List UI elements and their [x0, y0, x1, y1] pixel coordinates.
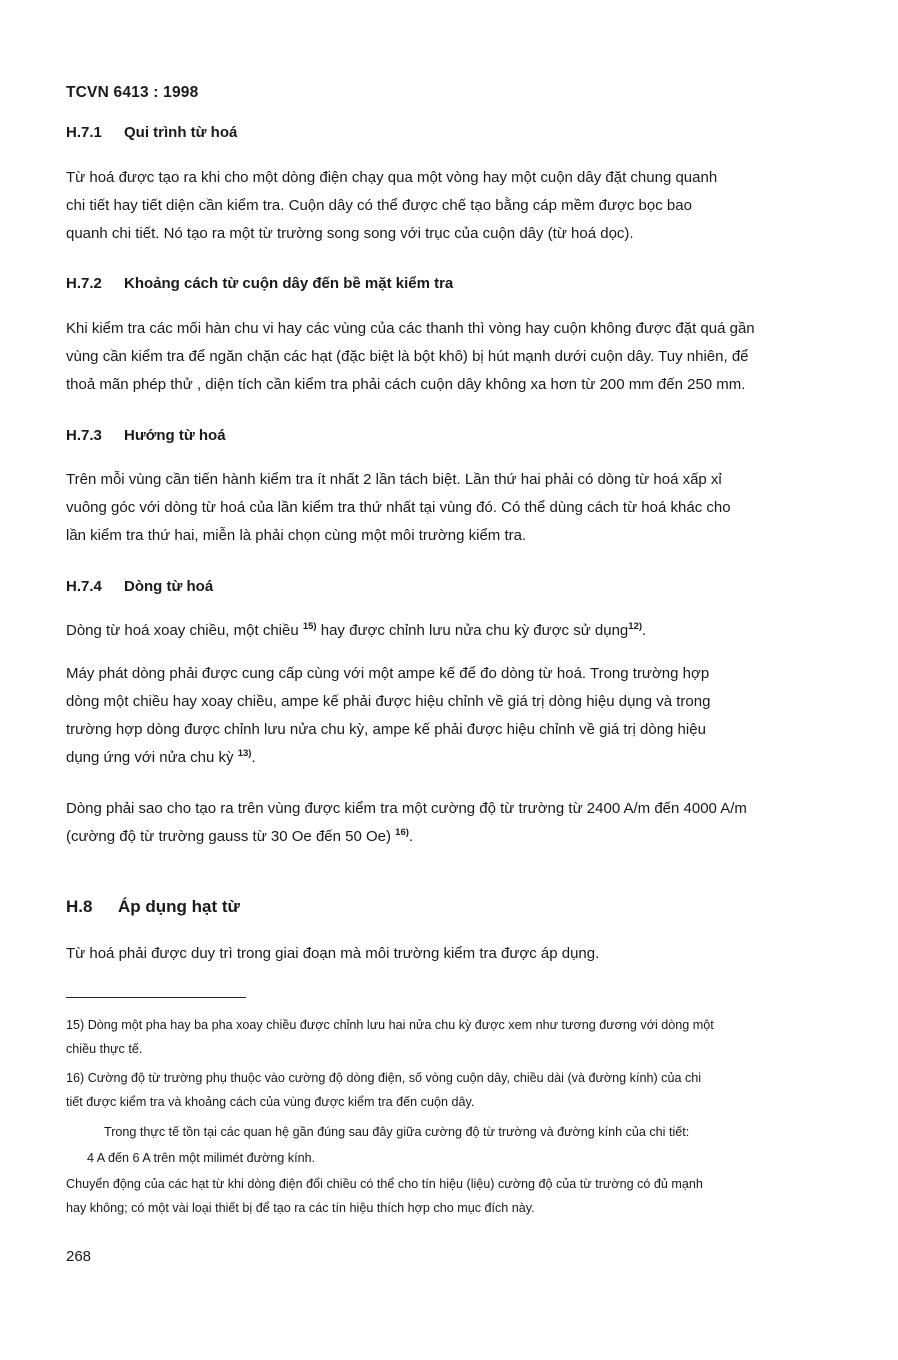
paragraph-h7-2: [66, 315, 826, 399]
text-line: Khi kiểm tra các mối hàn chu vi hay các vùng của các thanh thì vòng hay cuộn không được đặt quá gần: [66, 320, 755, 337]
text-line: thoả mãn phép thử , diện tích cần kiểm tra phải cách cuộn dây không xa hơn từ 200 mm đến 250 mm.: [66, 376, 746, 393]
text-run: .: [251, 749, 256, 766]
footnote-16-note: [66, 1172, 826, 1220]
footnote-ref-16: 16): [395, 827, 409, 838]
text-line: vùng cần kiểm tra để ngăn chặn các hạt (đặc biệt là bột khô) bị hút mạnh dưới cuộn dây. Tuy nhiên, để: [66, 348, 749, 365]
footnote-line: 16) Cường độ từ trường phụ thuộc vào cường độ dòng điện, số vòng cuộn dây, chiều dài (và đường kính) của chi: [66, 1071, 702, 1085]
section-heading-h8: [66, 897, 240, 917]
text-line: Trên mỗi vùng cần tiến hành kiểm tra ít nhất 2 lần tách biệt. Lần thứ hai phải có dòng từ hoá xấp xỉ: [66, 471, 722, 488]
section-heading-h7-1: [66, 124, 237, 141]
text-line: [66, 823, 826, 851]
text-line: chi tiết hay tiết diện cần kiểm tra. Cuộn dây có thể được chế tạo bằng cáp mềm được bọc bao: [66, 197, 692, 214]
paragraph-h8: [66, 940, 826, 968]
section-title: Dòng từ hoá: [124, 578, 214, 595]
text-run: .: [642, 622, 647, 639]
text-line: vuông góc với dòng từ hoá của lần kiểm tra thứ nhất tại vùng đó. Có thể dùng cách từ hoá khác cho: [66, 499, 731, 516]
section-number: H.7.3: [66, 427, 102, 444]
footnote-line: hay không; có một vài loại thiết bị để tạo ra các tín hiệu thích hợp cho mục đích này.: [66, 1201, 535, 1215]
section-number: H.8: [66, 897, 93, 916]
paragraph-h7-3: [66, 466, 826, 550]
section-number: H.7.1: [66, 124, 102, 141]
footnote-16-value: [87, 1146, 847, 1170]
text-line: quanh chi tiết. Nó tạo ra một từ trường song song với trục của cuộn dây (từ hoá dọc).: [66, 225, 634, 242]
text-line: Từ hoá phải được duy trì trong giai đoạn mà môi trường kiểm tra được áp dụng.: [66, 945, 600, 962]
text-run: dụng ứng với nửa chu kỳ: [66, 749, 238, 766]
footnote-15: [66, 1013, 826, 1061]
footnote-ref-15: 15): [302, 621, 317, 632]
paragraph-h7-4-current-types: [66, 617, 826, 645]
section-title: Qui trình từ hoá: [124, 124, 238, 141]
text-run: (cường độ từ trường gauss từ 30 Oe đến 50 Oe): [66, 828, 396, 845]
section-number: H.7.4: [66, 578, 102, 595]
text-line: [66, 744, 826, 772]
footnote-line: tiết được kiểm tra và khoảng cách của vùng được kiểm tra đến cuộn dây.: [66, 1095, 475, 1109]
section-heading-h7-4: [66, 578, 213, 595]
text-run: .: [408, 828, 414, 845]
text-line: lần kiểm tra thứ hai, miễn là phải chọn cùng một môi trường kiểm tra.: [66, 527, 527, 544]
footnote-divider: [66, 997, 246, 998]
text-line: Từ hoá được tạo ra khi cho một dòng điện chạy qua một vòng hay một cuộn dây đặt chung quanh: [66, 169, 718, 186]
footnote-line: Chuyển động của các hạt từ khi dòng điện đổi chiều có thể cho tín hiệu (liệu) cường độ của từ trường có đủ mạnh: [66, 1177, 703, 1191]
text-run: Dòng từ hoá xoay chiều, một chiều: [66, 622, 303, 639]
footnote-ref-13: 13): [237, 748, 252, 759]
footnote-16-relation: [104, 1120, 864, 1144]
text-line: trường hợp dòng được chỉnh lưu nửa chu kỳ, ampe kế phải được hiệu chỉnh về giá trị dòng hiệu: [66, 721, 706, 738]
text-line: Máy phát dòng phải được cung cấp cùng với một ampe kế để đo dòng từ hoá. Trong trường hợp: [66, 665, 710, 682]
section-heading-h7-3: [66, 427, 226, 444]
footnote-line: Trong thực tế tồn tại các quan hệ gần đúng sau đây giữa cường độ từ trường và đường kính của chi tiết:: [104, 1125, 690, 1139]
section-title: Hướng từ hoá: [124, 427, 226, 444]
footnote-line: 4 A đến 6 A trên một milimét đường kính.: [87, 1151, 316, 1165]
paragraph-h7-4-ammeter: [66, 660, 826, 772]
footnote-ref-12: 12): [628, 621, 643, 632]
text-line: dòng một chiều hay xoay chiều, ampe kế phải được hiệu chỉnh về giá trị dòng hiệu dụng và trong: [66, 693, 711, 710]
paragraph-h7-1: [66, 164, 826, 248]
section-heading-h7-2: [66, 275, 453, 292]
section-title: Áp dụng hạt từ: [118, 897, 240, 916]
text-line: Dòng phải sao cho tạo ra trên vùng được kiểm tra một cường độ từ trường từ 2400 A/m đến 4000 A/m: [66, 800, 747, 817]
text-run: hay được chỉnh lưu nửa chu kỳ được sử dụng: [316, 622, 629, 639]
paragraph-h7-4-field-strength: [66, 795, 826, 851]
text-line: [66, 617, 826, 645]
page-number: 268: [66, 1248, 92, 1265]
section-title: Khoảng cách từ cuộn dây đến bề mặt kiểm tra: [124, 275, 454, 292]
section-number: H.7.2: [66, 275, 102, 292]
footnote-line: chiều thực tế.: [66, 1042, 143, 1056]
document-header: TCVN 6413 : 1998: [66, 84, 199, 101]
footnote-16: [66, 1066, 826, 1114]
footnote-line: 15) Dòng một pha hay ba pha xoay chiều được chỉnh lưu hai nửa chu kỳ được xem như tương đương với dòng một: [66, 1018, 714, 1032]
